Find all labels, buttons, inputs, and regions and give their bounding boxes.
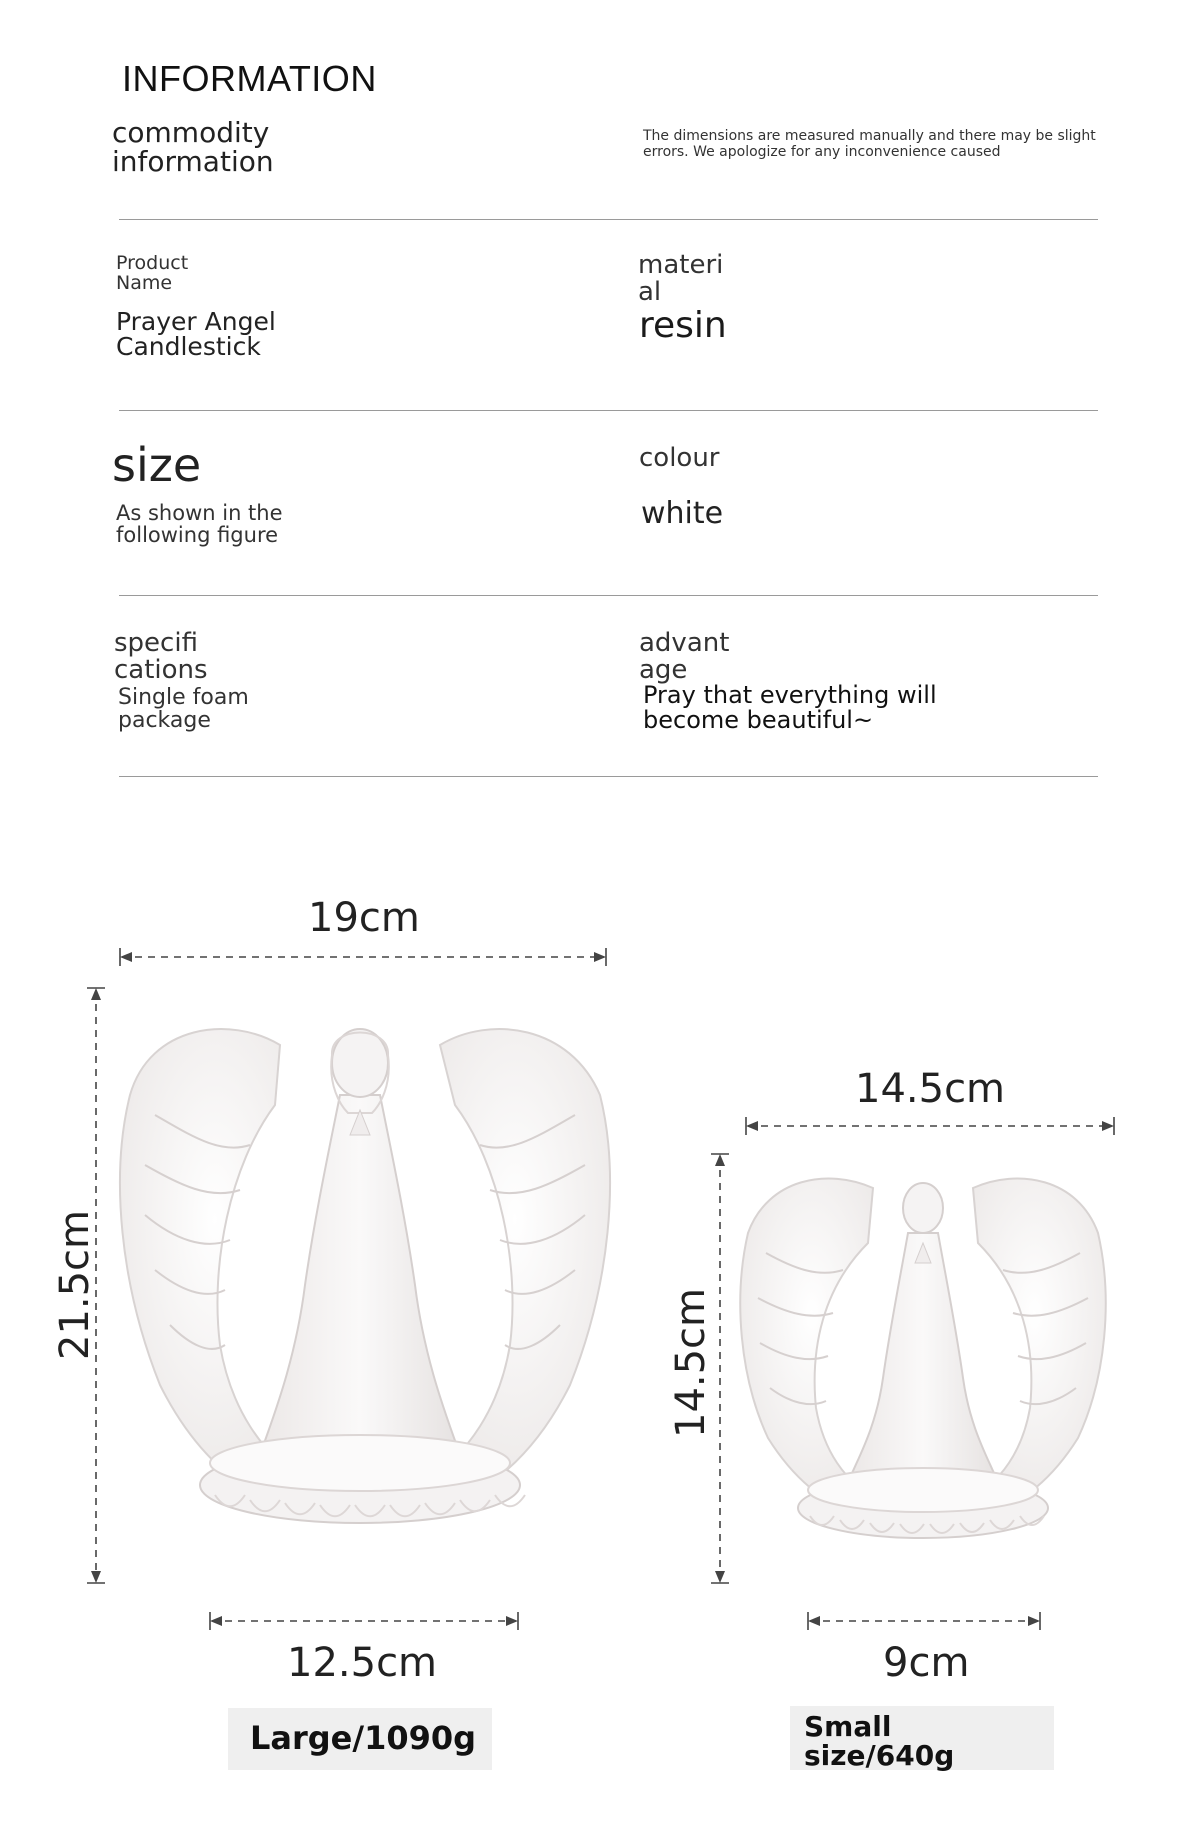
small-base-label: 9cm (883, 1640, 970, 1686)
large-weight-box (228, 1708, 492, 1770)
small-height-label: 14.5cm (668, 1287, 714, 1438)
large-weight-label: Large/1090g (250, 1719, 477, 1757)
large-width-label: 19cm (308, 895, 420, 941)
info-heading: INFORMATION (122, 58, 377, 99)
large-height-label: 21.5cm (52, 1209, 98, 1360)
measurement-note: The dimensions are measured manually and there may be slight errors. We apologize for any inconvenience caused (643, 128, 1096, 160)
large-base-label: 12.5cm (287, 1640, 438, 1686)
advantage-label: advant age (639, 628, 730, 685)
large-angel-candlestick-image (110, 985, 630, 1585)
small-width-label: 14.5cm (855, 1066, 1006, 1112)
small-weight-box (790, 1706, 1054, 1770)
material-label: materi al (638, 250, 724, 307)
small-angel-candlestick-image (728, 1158, 1128, 1578)
size-label: size (112, 438, 202, 492)
small-weight-label: Small size/640g (804, 1710, 955, 1772)
specifications-label: specifi cations (114, 628, 208, 685)
colour-label: colour (639, 443, 720, 473)
specifications-value: Single foam package (118, 685, 249, 733)
advantage-value: Pray that everything will become beautiful~ (643, 681, 937, 734)
product-name-label: Product Name (116, 252, 189, 294)
colour-value: white (641, 496, 724, 531)
product-name-value: Prayer Angel Candlestick (116, 307, 276, 361)
material-value: resin (639, 305, 727, 346)
size-value: As shown in the following figure (116, 501, 283, 547)
info-subheading: commodity information (112, 116, 274, 178)
